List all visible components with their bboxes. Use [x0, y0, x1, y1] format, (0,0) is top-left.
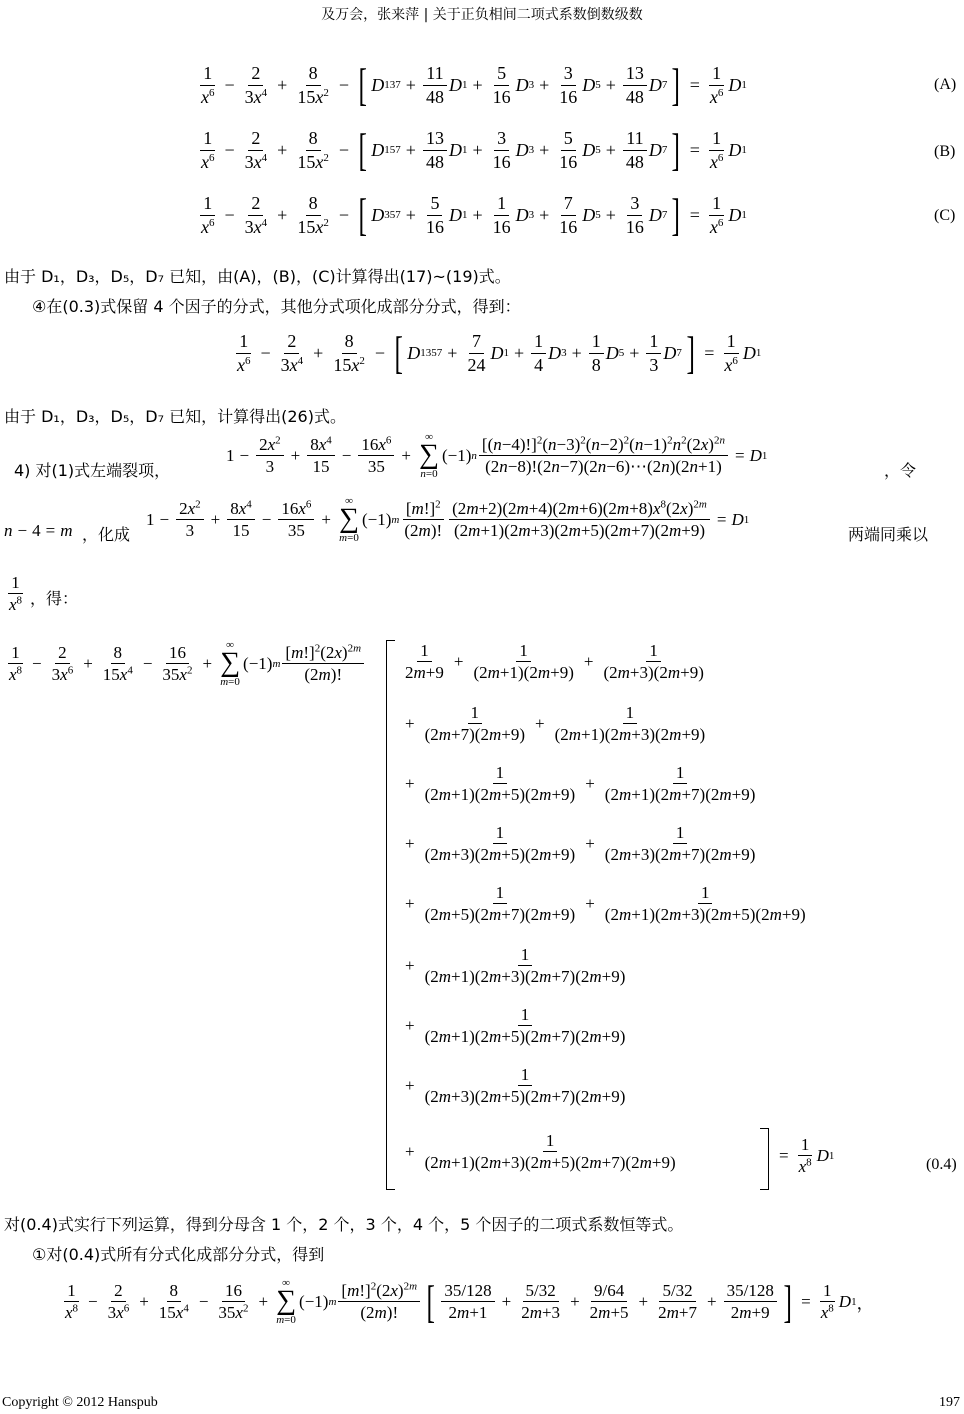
term-row-8: + $\frac{1}{(2m+3)(2m+5)(2m+7)(2m+9)}$	[405, 1065, 626, 1107]
term-row-7: + $\frac{1}{(2m+1)(2m+5)(2m+7)(2m+9)}$	[405, 1005, 626, 1047]
paragraph-4-tail: ，令	[884, 461, 917, 480]
equation-c: $\frac{1}{x^6}$ − $\frac{2}{3x^4}$ + $\frac{8}{15x^2}$ − [ D 357 + $\frac{5}{16}$ D 1 + $\frac{1}{16}$ D 3 + $\frac{7}{16}$ D 5 + $\frac{3}{16}$ D 7 ] = $\frac{1}{x^6}$ D 1	[201, 189, 747, 240]
label-c: (C)	[934, 207, 956, 224]
paragraph-3: 由于 D₁，D₃，D₅，D₇ 已知，计算得出(26)式。	[4, 407, 346, 426]
label-a: (A)	[934, 76, 957, 93]
equation-partial-fractions: $\frac{1}{x^8}$ − $\frac{2}{3x^6}$ + $\frac{8}{15x^4}$ − $\frac{16}{35x^2}$ + ∞ ∑ m=0 (−1) m $\frac{[m!]^2(2x)^{2m}}{(2m)!}$ [ $\frac{35/128}{2m+1}$ + $\frac{5/32}{2m+3}$ + $\frac{9/64}{2m+5}$ + $\frac{5/32}{2m+7}$ + $\frac{35/128}{2m+9}$ ] = $\frac{1}{x^8}$ D 1 ，	[65, 1275, 874, 1327]
term-row-4: + $\frac{1}{(2m+3)(2m+5)(2m+9)}$ + $\frac{1}{(2m+3)(2m+7)(2m+9)}$	[405, 823, 756, 865]
footer-copyright: Copyright © 2012 Hanspub	[2, 1395, 158, 1410]
paragraph-1: 由于 D₁，D₃，D₅，D₇ 已知，由(A)，(B)，(C)计算得出(17)~(19)式。	[4, 267, 511, 286]
label-b: (B)	[934, 143, 956, 160]
paragraph-6: ，得：	[30, 589, 79, 608]
running-header: 及万会，张来萍 | 关于正负相间二项式系数倒数级数	[321, 7, 643, 23]
left-bracket-0-4	[386, 640, 395, 1190]
paragraph-4-lead: 4) 对(1)式左端裂项，	[14, 461, 171, 480]
term-row-9: + $\frac{1}{(2m+1)(2m+3)(2m+5)(2m+7)(2m+9)}$	[405, 1131, 676, 1173]
term-row-1: $\frac{1}{2m+9}$ + $\frac{1}{(2m+1)(2m+9)}$ + $\frac{1}{(2m+3)(2m+9)}$	[405, 641, 704, 683]
term-row-2: + $\frac{1}{(2m+7)(2m+9)}$ + $\frac{1}{(2m+1)(2m+3)(2m+9)}$	[405, 703, 706, 745]
label-0-4: (0.4)	[926, 1156, 957, 1173]
paragraph-7: 对(0.4)式实行下列运算，得到分母含 1 个，2 个，3 个，4 个，5 个因子的二项式系数恒等式。	[4, 1215, 684, 1234]
paragraph-5-lead: ，化成	[82, 525, 131, 544]
multiplier-fraction: $\frac{1}{x^8}$	[9, 573, 23, 615]
term-row-5: + $\frac{1}{(2m+5)(2m+7)(2m+9)}$ + $\frac{1}{(2m+1)(2m+3)(2m+5)(2m+9)}$	[405, 883, 806, 925]
right-bracket-0-4	[760, 1128, 769, 1190]
paragraph-8: ①对(0.4)式所有分式化成部分分式，得到	[32, 1245, 325, 1264]
term-row-6: + $\frac{1}{(2m+1)(2m+3)(2m+7)(2m+9)}$	[405, 945, 626, 987]
equation-four-factor: $\frac{1}{x^6}$ − $\frac{2}{3x^4}$ + $\frac{8}{15x^2}$ − [ D 1357 + $\frac{7}{24}$ D 1 + $\frac{1}{4}$ D 3 + $\frac{1}{8}$ D 5 + $\frac{1}{3}$ D 7 ] = $\frac{1}{x^6}$ D 1	[237, 327, 762, 378]
equation-series-m: 1 − $\frac{2x^2}{3}$ + $\frac{8x^4}{15}$ − $\frac{16x^6}{35}$ + ∞ ∑ m=0 (−1) m $\frac{[m!]^2}{(2m)!}$ $\frac{(2m+2)(2m+4)(2m+6)(2m+8)x^8(2x)^{2m}}{(2m+1)(2m+3)(2m+5)(2m+7)(2m+9)}$ = D 1	[146, 495, 750, 545]
equation-0-4-head: $\frac{1}{x^8}$ − $\frac{2}{3x^6}$ + $\frac{8}{15x^4}$ − $\frac{16}{35x^2}$ + ∞ ∑ m=0 (−1) m $\frac{[m!]^2(2x)^{2m}}{(2m)!}$	[4, 640, 366, 687]
equation-a: $\frac{1}{x^6}$ − $\frac{2}{3x^4}$ + $\frac{8}{15x^2}$ − [ D 137 + $\frac{11}{48}$ D 1 + $\frac{5}{16}$ D 3 + $\frac{3}{16}$ D 5 + $\frac{13}{48}$ D 7 ] = $\frac{1}{x^6}$ D 1	[201, 59, 747, 110]
equation-substitution: n − 4 = m	[4, 521, 73, 540]
equation-b: $\frac{1}{x^6}$ − $\frac{2}{3x^4}$ + $\frac{8}{15x^2}$ − [ D 157 + $\frac{13}{48}$ D 1 + $\frac{3}{16}$ D 3 + $\frac{5}{16}$ D 5 + $\frac{11}{48}$ D 7 ] = $\frac{1}{x^6}$ D 1	[201, 124, 747, 175]
paragraph-2: ④在(0.3)式保留 4 个因子的分式，其他分式项化成部分分式，得到：	[32, 297, 521, 316]
footer-page-number: 197	[939, 1395, 960, 1410]
term-row-3: + $\frac{1}{(2m+1)(2m+5)(2m+9)}$ + $\frac{1}{(2m+1)(2m+7)(2m+9)}$	[405, 763, 756, 805]
paragraph-5-tail: 两端同乘以	[848, 525, 929, 544]
equation-series-n: 1 − $\frac{2x^2}{3}$ + $\frac{8x^4}{15}$ − $\frac{16x^6}{35}$ + ∞ ∑ n=0 (−1) n $\frac{[(n-4)!]^2(n-3)^2(n-2)^2(n-1)^2n^2(2x)^{2n}}{(2n-8)!(2n-7)(2n-6)\cdots(2n)(2n+1)}$ = D 1	[226, 431, 768, 481]
equation-0-4-rhs: = $\frac{1}{x^8}$ D 1	[779, 1135, 835, 1177]
